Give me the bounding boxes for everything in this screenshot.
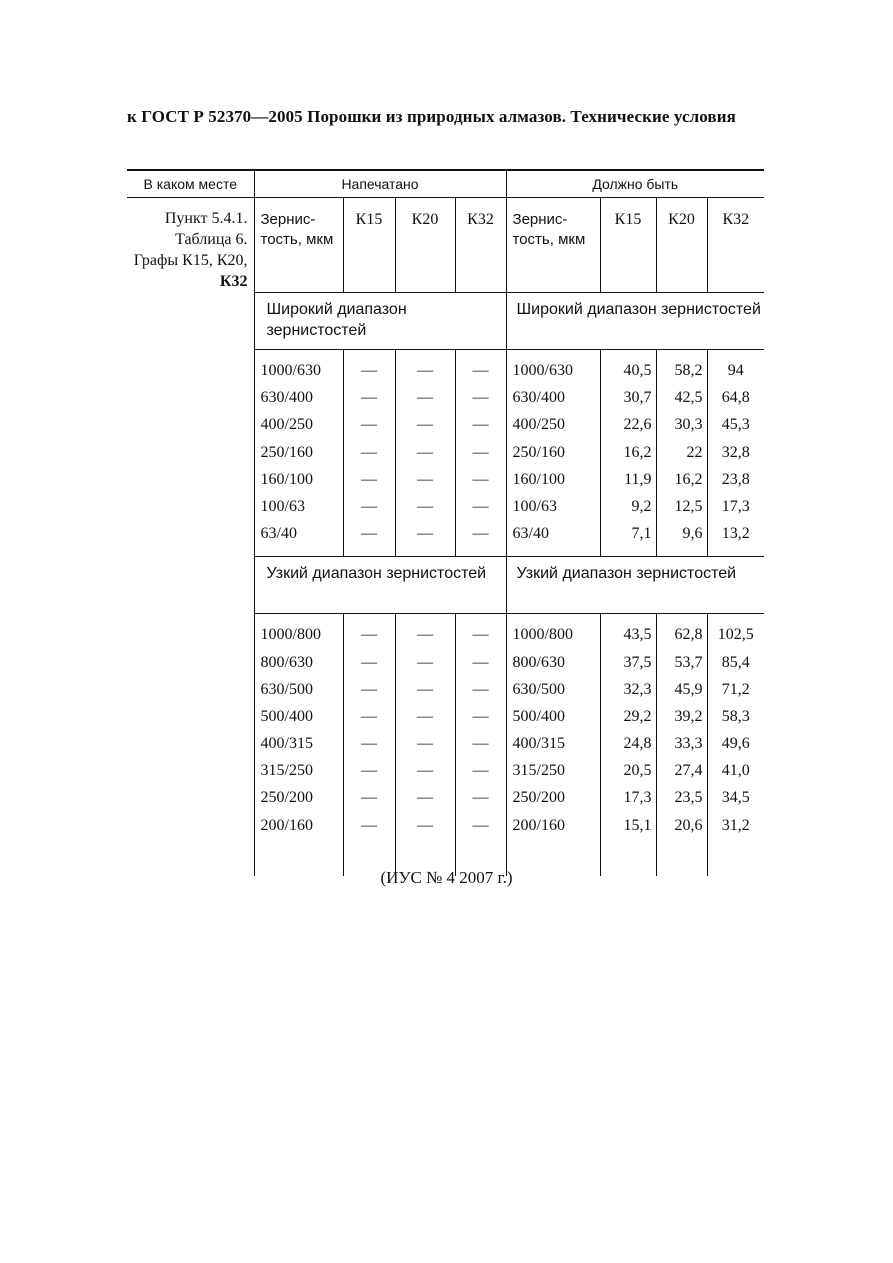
table-cell: 11,9 <box>624 470 652 488</box>
table-cell: 39,2 <box>674 707 703 725</box>
table-cell: 250/160 <box>260 443 313 461</box>
header-location: В каком месте <box>127 170 254 198</box>
table-cell: — <box>417 762 433 780</box>
table-cell: 160/100 <box>260 470 313 488</box>
should-narrow-k20-column <box>656 614 707 876</box>
should-wide-k20-column <box>656 350 707 557</box>
table-cell: 7,1 <box>631 525 652 543</box>
table-cell: 800/630 <box>512 653 565 671</box>
table-cell: — <box>361 525 377 543</box>
table-cell: 17,3 <box>721 497 750 515</box>
table-cell: 500/400 <box>260 707 313 725</box>
table-cell: — <box>361 735 377 753</box>
table-cell: 85,4 <box>721 653 750 671</box>
table-cell: — <box>472 680 489 698</box>
document-title: к ГОСТ Р 52370—2005 Порошки из природных алмазов. Технические условия <box>127 107 736 126</box>
table-cell: 160/100 <box>512 470 565 488</box>
table-cell: 15,1 <box>623 816 652 834</box>
should-k20-header: К20 <box>656 198 707 293</box>
table-cell: 58,2 <box>674 362 703 379</box>
table-cell: 1000/630 <box>260 362 321 379</box>
should-narrow-grain-column <box>506 614 600 876</box>
printed-wide-k15-column <box>343 350 395 557</box>
table-cell: — <box>472 653 489 671</box>
table-cell: 20,5 <box>623 762 652 780</box>
table-cell: 62,8 <box>674 626 703 644</box>
table-cell: 400/315 <box>260 735 313 753</box>
table-cell: 250/200 <box>512 789 565 807</box>
table-cell: — <box>417 707 433 725</box>
should-narrow-range-label: Узкий диапазон зернистостей <box>506 557 764 614</box>
table-cell: — <box>472 416 489 434</box>
table-cell: 30,7 <box>623 389 652 407</box>
erratum-table <box>127 169 764 876</box>
table-cell: 63/40 <box>260 525 297 543</box>
table-cell: — <box>472 389 489 407</box>
table-cell: 22 <box>686 443 703 461</box>
header-should-be: Должно быть <box>506 170 764 198</box>
table-cell: — <box>361 497 377 515</box>
location-text: Пункт 5.4.1. Таблица 6. Графы К15, К20, <box>133 210 248 269</box>
table-cell: 315/250 <box>512 762 565 780</box>
table-cell: 630/500 <box>512 680 565 698</box>
table-cell: — <box>472 362 489 379</box>
table-cell: 1000/630 <box>512 362 573 379</box>
table-cell: 71,2 <box>721 680 750 698</box>
table-cell: 9,2 <box>631 497 652 515</box>
table-cell: 49,6 <box>721 735 750 753</box>
table-cell: 800/630 <box>260 653 313 671</box>
table-cell: 24,8 <box>623 735 652 753</box>
table-cell: — <box>361 762 377 780</box>
table-cell: 1000/800 <box>260 626 321 644</box>
printed-k32-header: К32 <box>455 198 506 293</box>
table-cell: 12,5 <box>674 497 703 515</box>
table-cell: 17,3 <box>623 789 652 807</box>
printed-k20-header: К20 <box>395 198 455 293</box>
table-cell: 22,6 <box>623 416 652 434</box>
table-cell: 315/250 <box>260 762 313 780</box>
should-k32-header: К32 <box>707 198 764 293</box>
table-cell: — <box>472 525 489 543</box>
table-cell: 102,5 <box>717 626 754 644</box>
table-cell: — <box>417 525 433 543</box>
table-cell: 250/200 <box>260 789 313 807</box>
table-cell: — <box>361 470 377 488</box>
should-narrow-k32-column <box>707 614 764 876</box>
table-cell: 43,5 <box>623 626 652 644</box>
table-cell: — <box>417 789 433 807</box>
table-cell: 400/250 <box>512 416 565 434</box>
table-cell: 32,8 <box>721 443 750 461</box>
printed-narrow-k20-column <box>395 614 455 876</box>
table-cell: — <box>472 762 489 780</box>
table-cell: 630/400 <box>260 389 313 407</box>
table-cell: 94 <box>727 362 744 379</box>
table-cell: — <box>417 626 433 644</box>
table-cell: — <box>417 416 433 434</box>
table-cell: 16,2 <box>674 470 703 488</box>
table-cell: — <box>361 626 377 644</box>
table-cell: 33,3 <box>674 735 703 753</box>
issue-note: (ИУС № 4 2007 г.) <box>380 868 513 887</box>
printed-narrow-k15-column <box>343 614 395 876</box>
table-cell: — <box>417 653 433 671</box>
table-cell: 200/160 <box>260 816 313 834</box>
printed-wide-k20-column <box>395 350 455 557</box>
printed-narrow-k32-column <box>455 614 506 876</box>
printed-narrow-range-label: Узкий диапазон зернистостей <box>254 557 506 614</box>
table-cell: 31,2 <box>721 816 750 834</box>
table-cell: 13,2 <box>721 525 750 543</box>
table-cell: 30,3 <box>674 416 703 434</box>
table-cell: — <box>417 735 433 753</box>
table-cell: — <box>361 443 377 461</box>
printed-k15-header: К15 <box>343 198 395 293</box>
table-cell: — <box>417 816 433 834</box>
should-grain-header: Зернис-тость, мкм <box>506 198 600 293</box>
table-cell: — <box>361 362 377 379</box>
table-cell: — <box>361 389 377 407</box>
table-cell: 53,7 <box>674 653 703 671</box>
table-cell: 20,6 <box>674 816 703 834</box>
table-cell: 200/160 <box>512 816 565 834</box>
table-cell: — <box>472 789 489 807</box>
table-cell: — <box>472 470 489 488</box>
printed-narrow-grain-column <box>254 614 343 876</box>
table-cell: — <box>361 816 377 834</box>
table-cell: 9,6 <box>682 525 703 543</box>
table-cell: 400/315 <box>512 735 565 753</box>
table-cell: — <box>361 789 377 807</box>
should-wide-grain-column <box>506 350 600 557</box>
table-cell: — <box>472 735 489 753</box>
table-cell: 40,5 <box>623 362 652 379</box>
printed-wide-range-label: Широкий диапазон зернистостей <box>254 293 506 350</box>
printed-wide-k32-column <box>455 350 506 557</box>
table-cell: 37,5 <box>623 653 652 671</box>
table-cell: — <box>472 816 489 834</box>
table-cell: 100/63 <box>512 497 557 515</box>
table-cell: — <box>361 416 377 434</box>
table-cell: — <box>361 680 377 698</box>
table-cell: 23,8 <box>721 470 750 488</box>
table-cell: 100/63 <box>260 497 305 515</box>
table-cell: — <box>472 443 489 461</box>
table-cell: 630/500 <box>260 680 313 698</box>
table-cell: 63/40 <box>512 525 549 543</box>
table-cell: 58,3 <box>721 707 750 725</box>
table-cell: — <box>361 707 377 725</box>
table-cell: — <box>417 470 433 488</box>
table-cell: 1000/800 <box>512 626 573 644</box>
table-cell: — <box>417 680 433 698</box>
table-cell: — <box>472 497 489 515</box>
location-cell <box>127 198 254 876</box>
should-wide-k32-column <box>707 350 764 557</box>
table-cell: — <box>417 362 433 379</box>
header-printed: Напечатано <box>254 170 506 198</box>
should-wide-range-label: Широкий диапазон зернистостей <box>506 293 764 350</box>
should-wide-k15-column <box>600 350 656 557</box>
should-k15-header: К15 <box>600 198 656 293</box>
printed-wide-grain-column <box>254 350 343 557</box>
table-cell: 16,2 <box>623 443 652 461</box>
table-cell: 32,3 <box>623 680 652 698</box>
table-cell: 23,5 <box>674 789 703 807</box>
table-cell: 45,3 <box>721 416 750 434</box>
table-cell: 500/400 <box>512 707 565 725</box>
table-cell: 29,2 <box>623 707 652 725</box>
table-cell: — <box>417 389 433 407</box>
table-cell: 41,0 <box>721 762 750 780</box>
table-cell: — <box>472 626 489 644</box>
table-cell: — <box>472 707 489 725</box>
location-bold: К32 <box>219 273 248 290</box>
table-cell: — <box>417 443 433 461</box>
table-cell: — <box>361 653 377 671</box>
table-cell: 400/250 <box>260 416 313 434</box>
table-cell: 45,9 <box>674 680 703 698</box>
table-cell: 630/400 <box>512 389 565 407</box>
should-narrow-k15-column <box>600 614 656 876</box>
table-cell: 42,5 <box>674 389 703 407</box>
table-cell: 250/160 <box>512 443 565 461</box>
table-cell: 27,4 <box>674 762 703 780</box>
table-cell: 64,8 <box>721 389 750 407</box>
printed-grain-header: Зернис-тость, мкм <box>254 198 343 293</box>
table-cell: — <box>417 497 433 515</box>
table-cell: 34,5 <box>721 789 750 807</box>
